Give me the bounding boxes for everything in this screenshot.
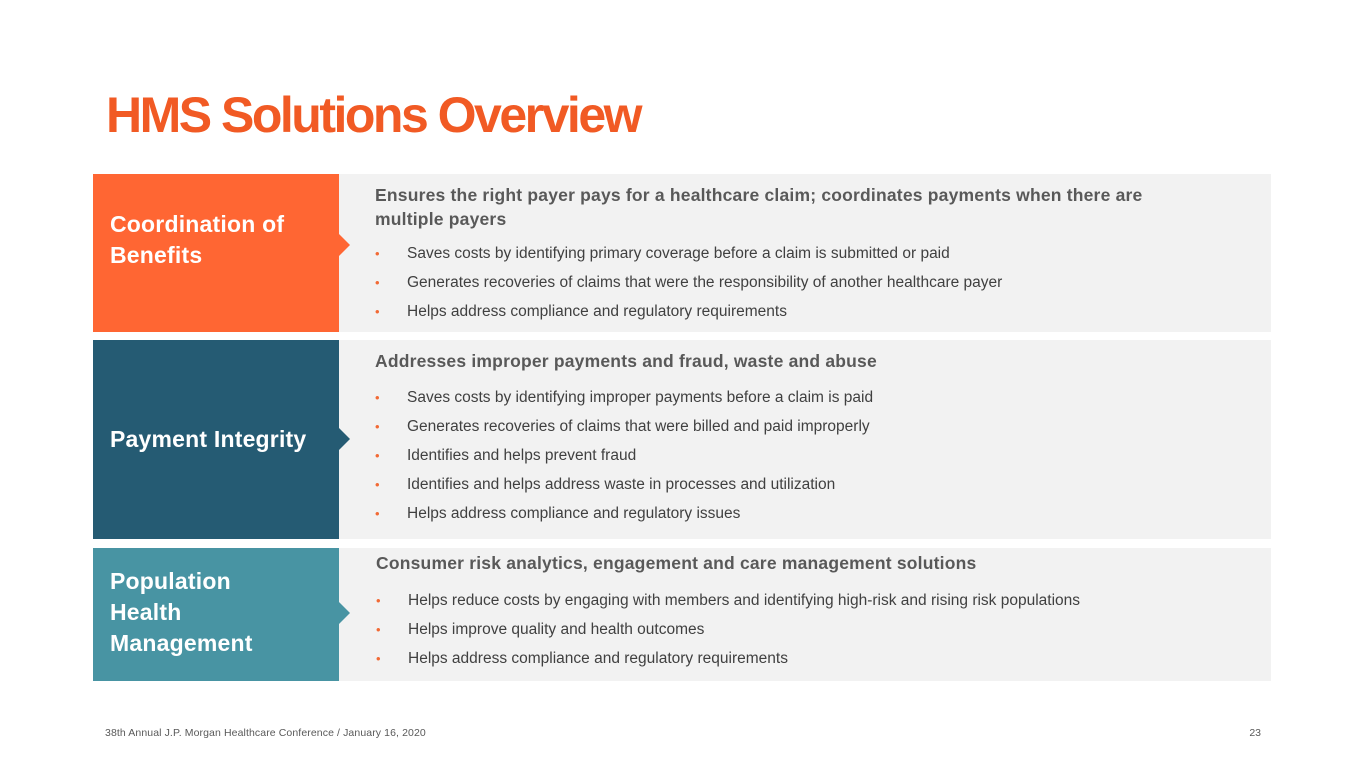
section-label-box [93,340,339,539]
bullet-icon: • [375,448,380,463]
section-headline: Ensures the right payer pays for a healthcare claim; coordinates payments when there are multiple payers [375,185,1143,229]
arrow-marker-icon [339,234,350,256]
list-item: • Identifies and helps address waste in processes and utilization [375,470,1211,499]
section-headline: Addresses improper payments and fraud, waste and abuse [375,351,877,371]
footer-conference: 38th Annual J.P. Morgan Healthcare Conference / January 16, 2020 [105,727,426,739]
section-content [375,349,1211,528]
section-coordination-of-benefits [93,174,1271,332]
section-headline: Consumer risk analytics, engagement and care management solutions [376,553,977,573]
section-population-health-management [93,548,1271,681]
bullet-icon: • [375,275,380,290]
list-item: • Generates recoveries of claims that were the responsibility of another healthcare payer [375,268,1211,297]
list-item: • Helps address compliance and regulatory requirements [375,297,1211,326]
page-number: 23 [1249,727,1261,739]
bullet-icon: • [375,477,380,492]
list-item: • Helps reduce costs by engaging with members and identifying high-risk and rising risk populations [376,586,1211,615]
section-content [376,551,1211,673]
bullet-list [375,239,1211,326]
list-item: • Helps address compliance and regulatory requirements [376,644,1211,673]
bullet-icon: • [376,651,381,666]
list-item: • Identifies and helps prevent fraud [375,441,1211,470]
section-label-box [93,174,339,332]
list-item: • Saves costs by identifying improper payments before a claim is paid [375,383,1211,412]
bullet-icon: • [375,506,380,521]
bullet-icon: • [375,246,380,261]
section-content [375,183,1211,326]
list-item: • Helps address compliance and regulatory issues [375,499,1211,528]
bullet-icon: • [376,593,381,608]
list-item: • Helps improve quality and health outcomes [376,615,1211,644]
bullet-icon: • [375,390,380,405]
page-title: HMS Solutions Overview [106,87,641,143]
bullet-icon: • [376,622,381,637]
arrow-marker-icon [339,428,350,450]
section-label: Population Health Management [110,568,253,656]
section-payment-integrity [93,340,1271,539]
bullet-icon: • [375,304,380,319]
section-label-box [93,548,339,681]
section-label: Coordination of Benefits [110,211,285,268]
bullet-icon: • [375,419,380,434]
arrow-marker-icon [339,602,350,624]
bullet-list [376,586,1211,673]
bullet-list [375,383,1211,528]
list-item: • Saves costs by identifying primary coverage before a claim is submitted or paid [375,239,1211,268]
list-item: • Generates recoveries of claims that were billed and paid improperly [375,412,1211,441]
section-label: Payment Integrity [110,426,307,452]
